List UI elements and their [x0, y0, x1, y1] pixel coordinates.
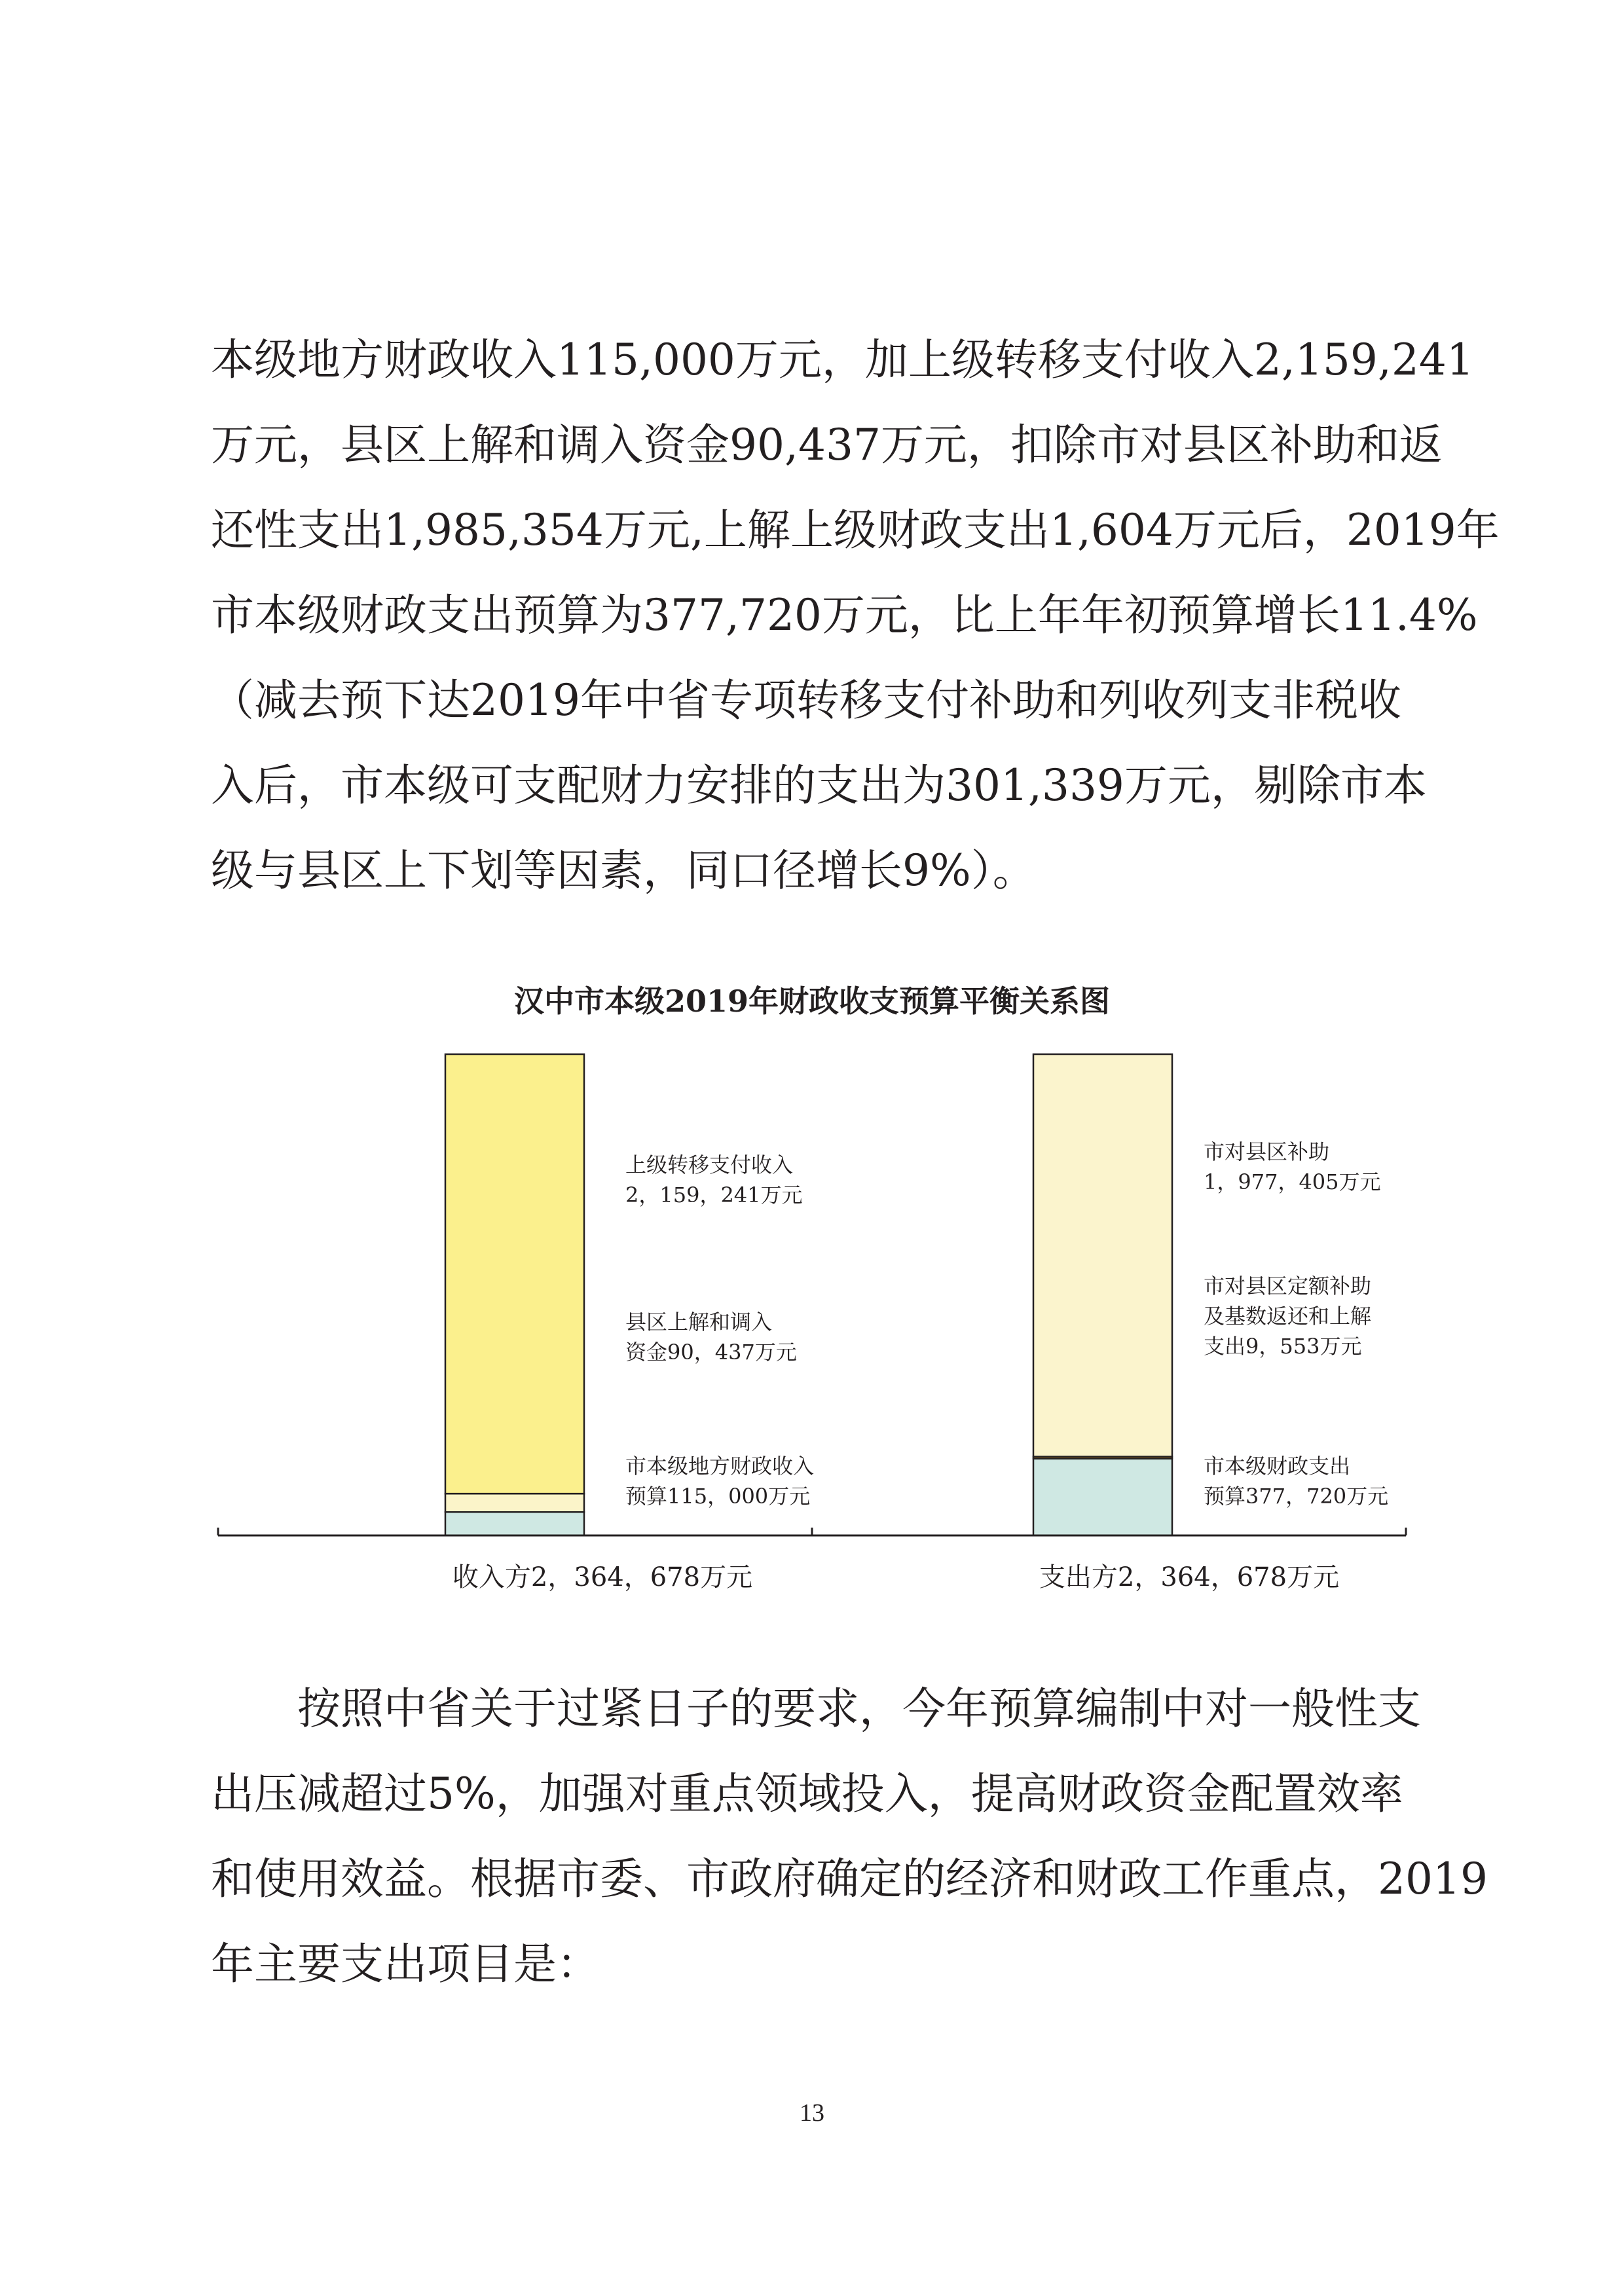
segment-label: 上级转移支付收入	[625, 1152, 794, 1177]
bar-segment	[1033, 1054, 1172, 1457]
segment-label: 2，159，241万元	[625, 1183, 803, 1207]
text-line: 市本级财政支出预算为377,720万元，比上年年初预算增长11.4%	[211, 590, 1478, 640]
chart-segment-labels	[452, 1139, 1388, 1592]
segment-label: 支出9，553万元	[1204, 1334, 1362, 1359]
bar-segment	[445, 1512, 584, 1535]
segment-label: 市对县区定额补助	[1204, 1274, 1372, 1298]
chart-title: 汉中市本级2019年财政收支预算平衡关系图	[513, 983, 1111, 1019]
segment-label: 预算115，000万元	[625, 1484, 811, 1509]
text-line: 入后，市本级可支配财力安排的支出为301,339万元，剔除市本	[211, 760, 1427, 811]
chart-bars	[445, 1054, 1172, 1535]
segment-label: 及基数返还和上解	[1204, 1304, 1372, 1329]
segment-label: 县区上解和调入	[625, 1310, 773, 1334]
bar-segment	[445, 1054, 584, 1494]
bar-segment	[1033, 1459, 1172, 1535]
segment-label: 资金90，437万元	[625, 1340, 797, 1365]
text-line: 万元，县区上解和调入资金90,437万元，扣除市对县区补助和返	[211, 420, 1443, 470]
category-label: 收入方2，364，678万元	[452, 1562, 753, 1592]
text-line: 级与县区上下划等因素，同口径增长9%）。	[211, 845, 1036, 896]
text-line: 出压减超过5%，加强对重点领域投入，提高财政资金配置效率	[211, 1769, 1403, 1819]
segment-label: 预算377，720万元	[1204, 1484, 1389, 1509]
text-line: 按照中省关于过紧日子的要求，今年预算编制中对一般性支	[297, 1683, 1421, 1734]
text-line: 和使用效益。根据市委、市政府确定的经济和财政工作重点，2019	[211, 1854, 1488, 1904]
segment-label: 1，977，405万元	[1204, 1169, 1381, 1194]
segment-label: 市本级财政支出	[1204, 1454, 1351, 1478]
bar-segment	[1033, 1457, 1172, 1459]
chart-axis	[218, 1528, 1406, 1535]
body-paragraph-1	[211, 318, 1500, 913]
text-line: （减去预下达2019年中省专项转移支付补助和列收列支非税收	[211, 675, 1401, 725]
bar-segment	[445, 1494, 584, 1512]
segment-label: 市本级地方财政收入	[625, 1454, 815, 1478]
text-line: 本级地方财政收入115,000万元，加上级转移支付收入2,159,241	[211, 335, 1474, 385]
segment-label: 市对县区补助	[1204, 1139, 1330, 1164]
category-label: 支出方2，364，678万元	[1039, 1562, 1340, 1592]
body-paragraph-2	[211, 1666, 1488, 2007]
page-number: 13	[800, 2099, 824, 2127]
text-line: 年主要支出项目是：	[211, 1939, 600, 1989]
text-line: 还性支出1,985,354万元,上解上级财政支出1,604万元后，2019年	[211, 505, 1500, 555]
